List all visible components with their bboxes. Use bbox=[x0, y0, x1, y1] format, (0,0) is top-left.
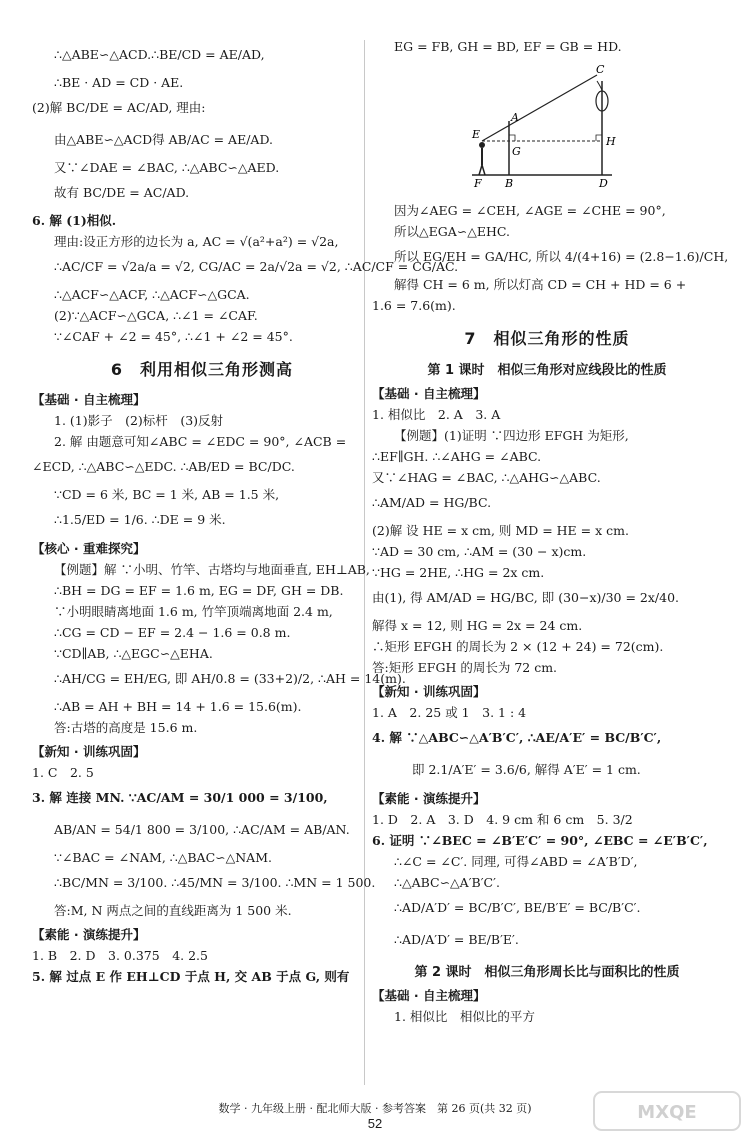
answer-line: (2)∵△ACF∽△GCA, ∴∠1 = ∠CAF. bbox=[54, 308, 258, 323]
answer-line: ∴EF∥GH. ∴∠AHG = ∠ABC. bbox=[372, 449, 542, 464]
answer-line: ∵HG = 2HE, ∴HG = 2x cm. bbox=[372, 565, 545, 580]
answer-line: 因为∠AEG = ∠CEH, ∠AGE = ∠CHE = 90°, bbox=[394, 203, 666, 218]
answer-line: 答:M, N 两点之间的直线距离为 1 500 米. bbox=[54, 903, 292, 918]
answer-line: 解得 x = 12, 则 HG = 2x = 24 cm. bbox=[372, 618, 583, 633]
answer-line: 5. 解 过点 E 作 EH⊥CD 于点 H, 交 AB 于点 G, 则有 bbox=[32, 969, 350, 984]
figure-label: A bbox=[511, 111, 519, 124]
answer-line: ∵CD∥AB, ∴△EGC∽△EHA. bbox=[54, 646, 213, 661]
left-lines-5 bbox=[32, 947, 372, 985]
answer-line: 由(1), 得 AM/AD = HG/BC, 即 (30−x)/30 = 2x/40. bbox=[372, 590, 680, 605]
answer-line: ∴△ABE∽△ACD.∴BE/CD = AE/AD, bbox=[54, 47, 265, 62]
answer-line: 故有 BC/DE = AC/AD. bbox=[54, 185, 190, 200]
answer-line: 4. 解 ∵△ABC∽△A′B′C′, ∴AE/A′E′ = BC/B′C′, bbox=[372, 730, 662, 745]
answer-line: ∵∠BAC = ∠NAM, ∴△BAC∽△NAM. bbox=[54, 850, 272, 865]
answer-line: ∴△ACF∽△ACF, ∴△ACF∽△GCA. bbox=[54, 287, 250, 302]
category-heading: 【新知 · 训练巩固】 bbox=[372, 684, 486, 699]
answer-line: 所以 EG/EH = GA/HC, 所以 4/(4+16) = (2.8−1.6)/CH, bbox=[394, 249, 729, 264]
page-footer: 数学 · 九年级上册 · 配北师大版 · 参考答案 第 26 页(共 32 页) bbox=[218, 1102, 532, 1115]
answer-line: 【例题】(1)证明 ∵四边形 EFGH 为矩形, bbox=[394, 428, 629, 443]
category-heading: 【素能 · 演练提升】 bbox=[32, 927, 146, 942]
answer-line: ∴1.5/ED = 1/6. ∴DE = 9 米. bbox=[54, 512, 226, 527]
answer-line: 1. B 2. D 3. 0.375 4. 2.5 bbox=[32, 948, 208, 963]
category-heading: 【基础 · 自主梳理】 bbox=[372, 386, 486, 401]
answer-line: ∴AB = AH + BH = 14 + 1.6 = 15.6(m). bbox=[54, 699, 302, 714]
answer-line: ∵CD = 6 米, BC = 1 米, AB = 1.5 米, bbox=[54, 487, 280, 502]
answer-line: EG = FB, GH = BD, EF = GB = HD. bbox=[394, 39, 622, 54]
answer-line: (2)解 设 HE = x cm, 则 MD = HE = x cm. bbox=[372, 523, 629, 538]
figure-label: E bbox=[472, 128, 481, 141]
answer-line: ∴AM/AD = HG/BC. bbox=[372, 495, 492, 510]
figure-label: B bbox=[505, 177, 514, 190]
figure-label: F bbox=[474, 177, 482, 190]
answer-line: 1. D 2. A 3. D 4. 9 cm 和 6 cm 5. 3/2 bbox=[372, 812, 633, 827]
right-lines-5 bbox=[372, 1008, 722, 1025]
figure-label: G bbox=[512, 145, 521, 158]
left-lines-3 bbox=[32, 561, 406, 736]
answer-line: ∴∠C = ∠C′. 同理, 可得∠ABD = ∠A′B′D′, bbox=[394, 854, 638, 869]
answer-line: ∴AH/CG = EH/EG, 即 AH/0.8 = (33+2)/2, ∴AH = 14(m). bbox=[54, 671, 406, 686]
answer-line: 1.6 = 7.6(m). bbox=[372, 298, 456, 313]
answer-line: ∴AD/A′D′ = BE/B′E′. bbox=[394, 932, 519, 947]
answer-line: ∴BH = DG = EF = 1.6 m, EG = DF, GH = DB. bbox=[54, 583, 344, 598]
left-lines-4 bbox=[32, 764, 376, 919]
answer-line: 1. A 2. 25 或 1 3. 1 : 4 bbox=[372, 705, 527, 720]
answer-line: (2)解 BC/DE = AC/AD, 理由: bbox=[32, 100, 206, 115]
answer-line: AB/AN = 54/1 800 = 3/100, ∴AC/AM = AB/AN. bbox=[54, 822, 350, 837]
answer-line: ∴AD/A′D′ = BC/B′C′, BE/B′E′ = BC/B′C′. bbox=[394, 900, 641, 915]
answer-line: ∠ECD, ∴△ABC∽△EDC. ∴AB/ED = BC/DC. bbox=[32, 459, 295, 474]
category-heading: 【新知 · 训练巩固】 bbox=[32, 744, 146, 759]
category-heading: 【基础 · 自主梳理】 bbox=[372, 988, 486, 1003]
right-column bbox=[372, 38, 729, 1029]
answer-line: 答:古塔的高度是 15.6 m. bbox=[54, 720, 198, 735]
answer-line: 即 2.1/A′E′ = 3.6/6, 解得 A′E′ = 1 cm. bbox=[412, 762, 641, 777]
answer-line: ∴AC/CF = √2a/a = √2, CG/AC = 2a/√2a = √2, ∴AC/CF = CG/AC. bbox=[54, 259, 459, 274]
figure-label: H bbox=[606, 135, 616, 148]
section-title-7: 7 相似三角形的性质 bbox=[464, 329, 630, 348]
answer-line: 6. 证明 ∵∠BEC = ∠B′E′C′ = 90°, ∠EBC = ∠E′B′C′, bbox=[372, 833, 708, 848]
subsection-title-2: 第 2 课时 相似三角形周长比与面积比的性质 bbox=[414, 965, 680, 980]
answer-line: ∴△ABC∽△A′B′C′. bbox=[394, 875, 500, 890]
category-heading: 【素能 · 演练提升】 bbox=[372, 791, 486, 806]
answer-line: 1. 相似比 2. A 3. A bbox=[372, 407, 501, 422]
answer-line: 所以△EGA∽△EHC. bbox=[394, 224, 510, 239]
answer-line: 1. (1)影子 (2)标杆 (3)反射 bbox=[54, 413, 224, 428]
answer-line: ∵AD = 30 cm, ∴AM = (30 − x)cm. bbox=[372, 544, 587, 559]
answer-line: 又∵∠DAE = ∠BAC, ∴△ABC∽△AED. bbox=[54, 160, 280, 175]
page-number: 52 bbox=[367, 1116, 383, 1131]
right-lines-4 bbox=[372, 811, 722, 953]
answer-line: 3. 解 连接 MN. ∵AC/AM = 30/1 000 = 3/100, bbox=[32, 790, 328, 805]
answer-line: ∴CG = CD − EF = 2.4 − 1.6 = 0.8 m. bbox=[54, 625, 291, 640]
category-heading: 【核心 · 重难探究】 bbox=[32, 541, 146, 556]
watermark-logo bbox=[592, 1088, 742, 1134]
subsection-title-1: 第 1 课时 相似三角形对应线段比的性质 bbox=[427, 363, 667, 378]
section-title-6: 6 利用相似三角形测高 bbox=[110, 360, 294, 379]
answer-line: 1. 相似比 相似比的平方 bbox=[394, 1009, 535, 1024]
answer-line: 6. 解 (1)相似. bbox=[32, 213, 117, 228]
answer-line: ∴矩形 EFGH 的周长为 2 × (12 + 24) = 72(cm). bbox=[372, 639, 664, 654]
answer-line: ∴BE · AD = CD · AE. bbox=[54, 75, 184, 90]
answer-line: 1. C 2. 5 bbox=[32, 765, 94, 780]
answer-line: 由△ABE∽△ACD得 AB/AC = AE/AD. bbox=[54, 132, 274, 147]
category-heading: 【基础 · 自主梳理】 bbox=[32, 392, 146, 407]
right-lines-2 bbox=[372, 406, 722, 676]
answer-line: ∵∠CAF + ∠2 = 45°, ∴∠1 + ∠2 = 45°. bbox=[54, 329, 293, 344]
left-lines-2 bbox=[32, 412, 372, 533]
answer-line: 解得 CH = 6 m, 所以灯高 CD = CH + HD = 6 + bbox=[394, 277, 687, 292]
right-lines-3 bbox=[372, 704, 722, 783]
answer-line: ∴BC/MN = 3/100. ∴45/MN = 3/100. ∴MN = 1 500. bbox=[54, 875, 376, 890]
answer-line: 答:矩形 EFGH 的周长为 72 cm. bbox=[372, 660, 558, 675]
right-lines bbox=[372, 202, 729, 314]
figure-label: C bbox=[596, 63, 605, 76]
answer-line: 2. 解 由题意可知∠ABC = ∠EDC = 90°, ∠ACB = bbox=[54, 434, 347, 449]
figure-label: D bbox=[599, 177, 608, 190]
answer-line: 【例题】解 ∵小明、竹竿、古塔均与地面垂直, EH⊥AB, bbox=[54, 562, 370, 577]
answer-line: ∵小明眼睛离地面 1.6 m, 竹竿顶端离地面 2.4 m, bbox=[54, 604, 333, 619]
answer-line: 又∵∠HAG = ∠BAC, ∴△AHG∽△ABC. bbox=[372, 470, 601, 485]
lamp-height-diagram bbox=[462, 63, 652, 191]
answer-line: 理由:设正方形的边长为 a, AC = √(a²+a²) = √2a, bbox=[54, 234, 339, 249]
svg-text:MXQE: MXQE bbox=[637, 1102, 697, 1123]
